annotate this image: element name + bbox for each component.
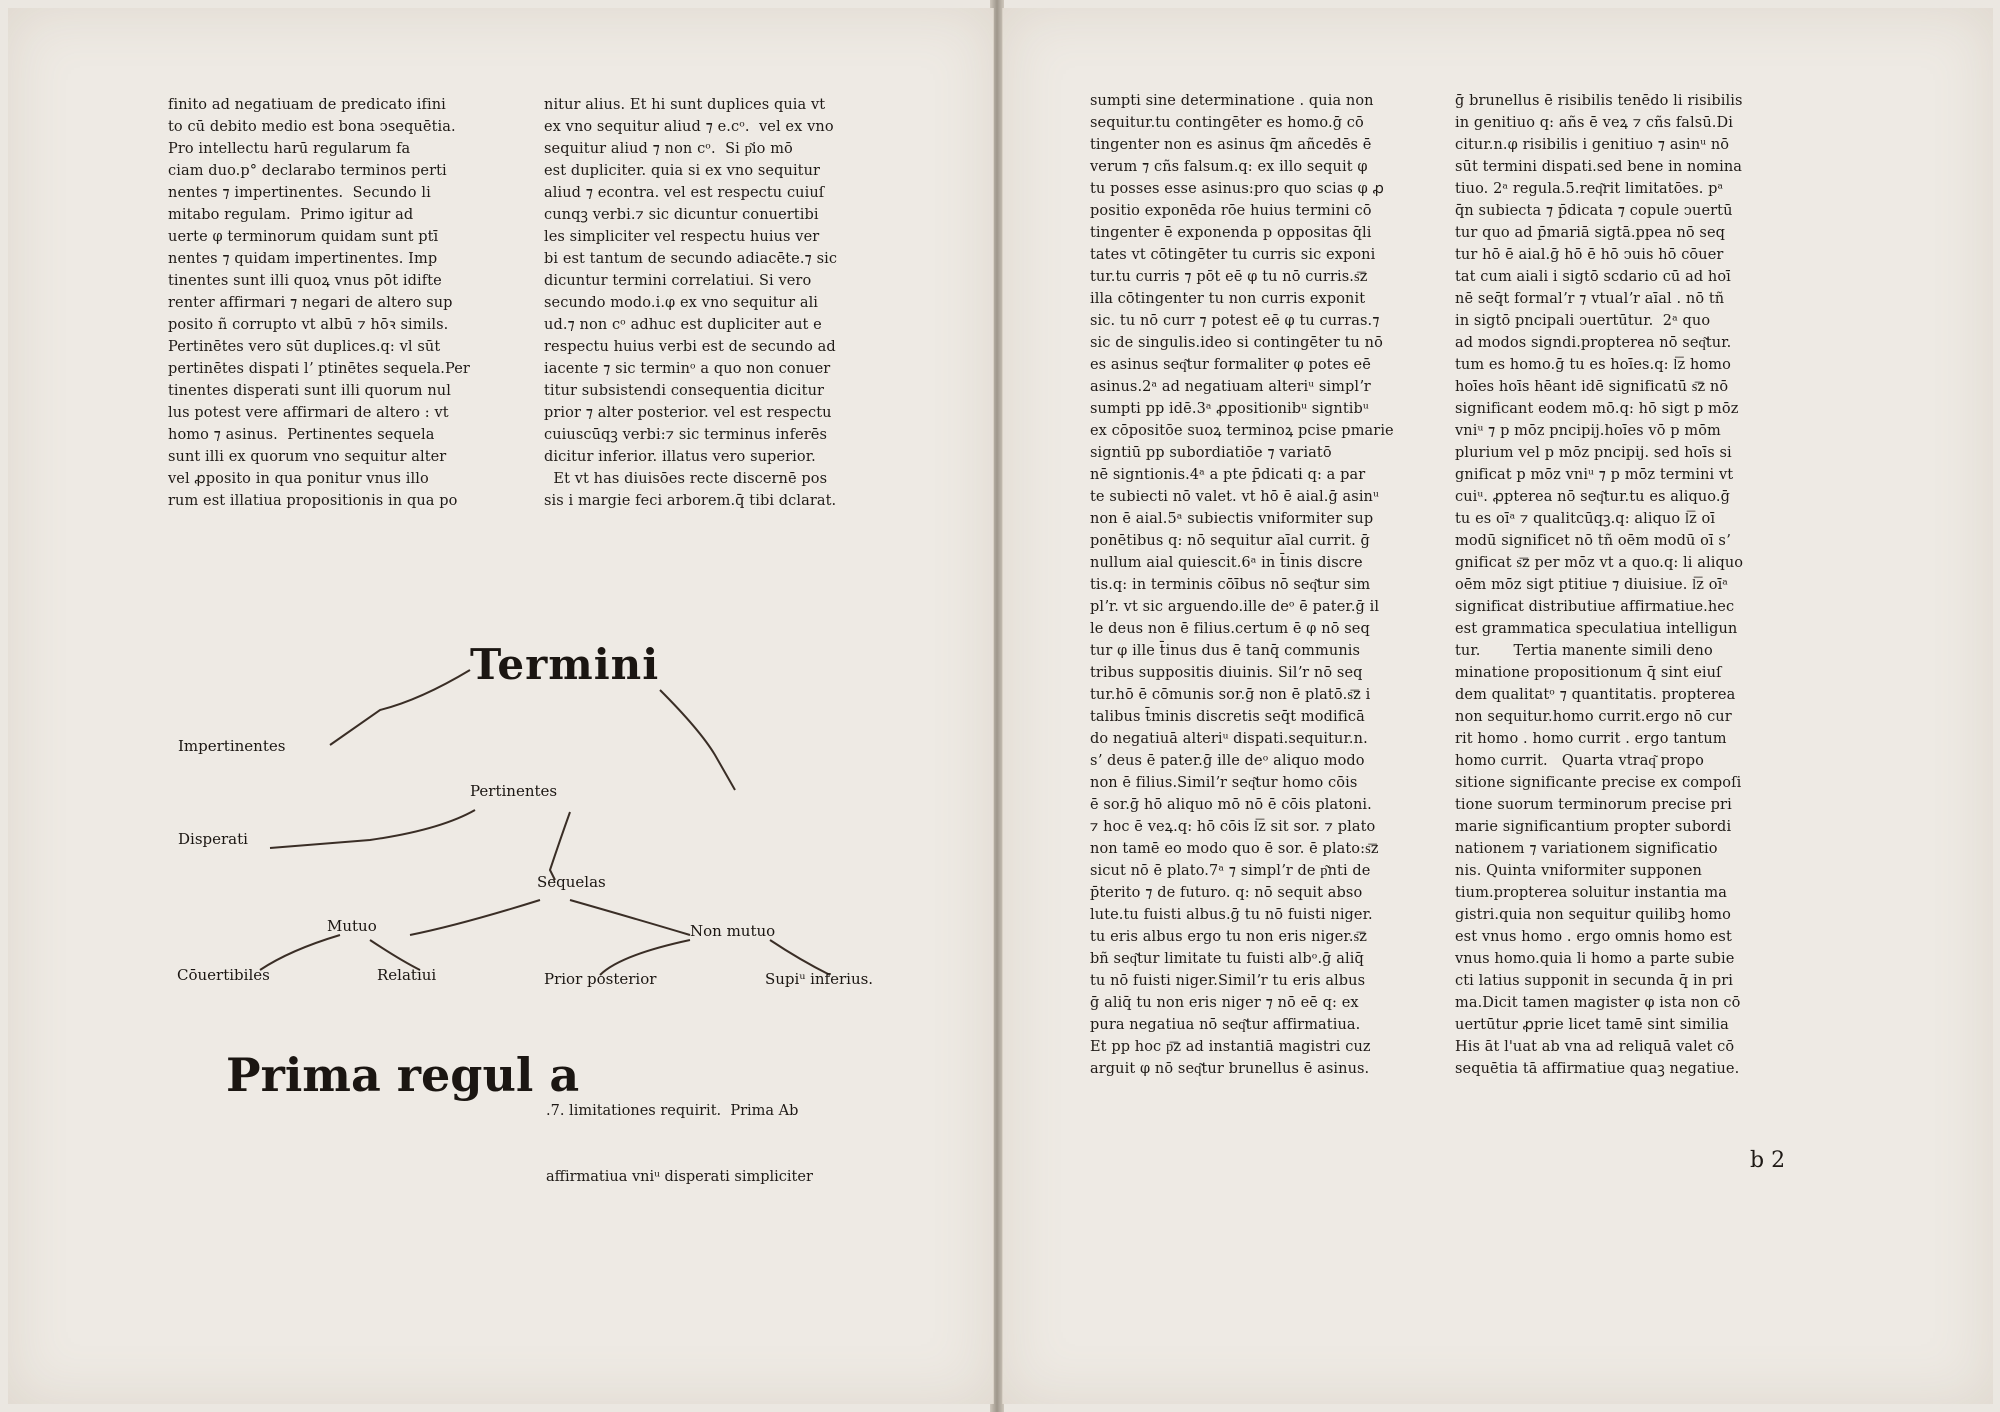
text-line: sic de singulis.ideo si contingēter tu nō xyxy=(1090,335,1383,351)
tree-node-disperati: Disperati xyxy=(178,830,248,848)
text-line: tu posses esse asinus:pro quo scias φ ꝓ xyxy=(1090,181,1384,197)
text-line: pertinētes dispati lʼ ptinētes sequela.Per xyxy=(168,361,470,377)
text-line: tinentes disperati sunt illi quorum nul xyxy=(168,383,451,399)
text-line: verum ⁊ cñs falsum.q: ex illo sequit φ xyxy=(1090,159,1368,175)
text-line: uerte φ terminorum quidam sunt ptī xyxy=(168,229,439,245)
text-line: te subiecti nō valet. vt hō ē aial.ḡ asinᵘ xyxy=(1090,489,1379,505)
text-line: dicuntur termini correlatiui. Si vero xyxy=(544,273,812,289)
text-line: tur quo ad p̄mariā sigtā.ppea nō seq xyxy=(1455,225,1726,241)
text-line: gnificat p mōz vniᵘ ⁊ p mōz termini vt xyxy=(1455,467,1734,483)
branch-termini-pertinentes xyxy=(660,690,735,790)
text-line: asinus.2ᵃ ad negatiuam alteriᵘ simplʼr xyxy=(1090,379,1371,395)
text-line: ciam duo.p° declarabo terminos perti xyxy=(168,163,447,179)
text-line: talibus t̄minis discretis seq̄t modificā xyxy=(1090,709,1365,725)
text-line: non tamē eo modo quo ē sor. ē plato:s͞z xyxy=(1090,841,1379,857)
text-line: tis.q: in terminis cōībus nō seq͂tur sim xyxy=(1090,577,1371,593)
text-line: tur.hō ē cōmunis sor.ḡ non ē platō.s͞z i xyxy=(1090,687,1371,703)
text-line: sumpti sine determinatione . quia non xyxy=(1090,93,1374,109)
text-line: sunt illi ex quorum vno sequitur alter xyxy=(168,449,447,465)
text-line: nē signtionis.4ᵃ a pte p̄dicati q: a par xyxy=(1090,467,1366,483)
text-line: uertūtur ꝓprie licet tamē sint similia xyxy=(1455,1017,1729,1033)
text-line: marie significantium propter subordi xyxy=(1455,819,1732,835)
text-line: ma.Dicit tamen magister φ ista non cō xyxy=(1455,995,1741,1011)
text-line: tu nō fuisti niger.Similʼr tu eris albus xyxy=(1090,973,1366,989)
text-line: in genitiuo q: añs ē veꝝ ⁊ cñs falsū.Di xyxy=(1455,115,1733,131)
text-line: dem qualitatᵒ ⁊ quantitatis. propterea xyxy=(1455,687,1736,703)
text-line: citur.n.φ risibilis i genitiuo ⁊ asinᵘ nō xyxy=(1455,137,1730,153)
text-line: ē sor.ḡ hō aliquo mō nō ē cōis platoni. xyxy=(1090,797,1372,813)
text-line: cti latius supponit in secunda q̄ in pri xyxy=(1455,973,1733,989)
tree-node-sequelas: Sequelas xyxy=(537,873,606,891)
text-line: His āt l'uat ab vna ad reliquā valet cō xyxy=(1455,1039,1735,1055)
text-line: respectu huius verbi est de secundo ad xyxy=(544,339,836,355)
text-line: tiuo. 2ᵃ regula.5.req͂rit limitatōes. pᵃ xyxy=(1455,181,1724,197)
text-line: significat distributiue affirmatiue.hec xyxy=(1455,599,1735,615)
text-line: tur φ ille t̄inus dus ē tanq̄ communis xyxy=(1090,643,1361,659)
text-line: nentes ⁊ impertinentes. Secundo li xyxy=(168,185,431,201)
text-line: tates vt cōtingēter tu curris sic exponi xyxy=(1090,247,1376,263)
text-line: p̄terito ⁊ de futuro. q: nō sequit abso xyxy=(1090,885,1363,901)
text-line: prior ⁊ alter posterior. vel est respectu xyxy=(544,405,832,421)
text-line: tur.tu curris ⁊ pōt eē φ tu nō curris.s͞z xyxy=(1090,269,1368,285)
text-line: plʼr. vt sic arguendo.ille deᵒ ē pater.ḡ il xyxy=(1090,599,1380,615)
tree-node-pertinentes: Pertinentes xyxy=(470,782,558,800)
text-line: sequētia tā affirmatiue quaꝫ negatiue. xyxy=(1455,1061,1740,1077)
text-line: cuiuscūqꝫ verbi:⁊ sic terminus inferēs xyxy=(544,427,827,443)
text-line: Et pp hoc p͞z ad instantiā magistri cuz xyxy=(1090,1039,1371,1055)
text-line: sequitur.tu contingēter es homo.ḡ cō xyxy=(1090,115,1364,131)
text-line: nullum aial quiescit.6ᵃ in t̄inis discre xyxy=(1090,555,1363,571)
text-line: sumpti pp idē.3ᵃ ꝓpositionibᵘ signtibᵘ xyxy=(1090,401,1369,417)
text-line: minatione propositionum q̄ sint eiuſ xyxy=(1455,665,1722,681)
text-line: tum es homo.ḡ tu es hoīes.q: l͞z homo xyxy=(1455,357,1731,373)
text-line: tur. Tertia manente simili deno xyxy=(1455,643,1713,659)
text-line: lus potest vere affirmari de altero : vt xyxy=(168,405,449,421)
text-line: vniᵘ ⁊ p mōz pncipij.hoīes vō p mōm xyxy=(1455,423,1721,439)
text-line: tat cum aiali i sigtō scdario cū ad hoī xyxy=(1455,269,1731,285)
tree-node-impertinentes: Impertinentes xyxy=(178,737,286,755)
text-line: iacente ⁊ sic terminᵒ a quo non conuer xyxy=(544,361,831,377)
tree-node-conuertibiles: Cōuertibiles xyxy=(177,966,270,984)
text-line: positio exponēda rōe huius termini cō xyxy=(1090,203,1372,219)
branch-sequelas-mutuo xyxy=(410,900,540,935)
text-line: ex cōpositōe suoꝝ terminoꝝ pcise pmarie xyxy=(1090,423,1394,439)
text-line: non ē aial.5ᵃ subiectis vniformiter sup xyxy=(1090,511,1374,527)
text-line: secundo modo.i.φ ex vno sequitur ali xyxy=(544,295,819,311)
text-line: homo currit. Quarta vtraq͂ propo xyxy=(1455,753,1704,769)
text-line: dicitur inferior. illatus vero superior. xyxy=(544,449,816,465)
tree-node-non-mutuo: Non mutuo xyxy=(690,922,776,940)
text-line: lute.tu fuisti albus.ḡ tu nō fuisti niger. xyxy=(1090,907,1373,923)
text-line: significant eodem mō.q: hō sigt p mōz xyxy=(1455,401,1739,417)
text-line: gnificat s͞z per mōz vt a quo.q: li aliquo xyxy=(1455,555,1744,571)
text-line: gistri.quia non sequitur quilibꝫ homo xyxy=(1455,907,1731,923)
text-line: ḡ brunellus ē risibilis tenēdo li risibilis xyxy=(1455,93,1743,109)
text-line: tu eris albus ergo tu non eris niger.s͞z xyxy=(1090,929,1368,945)
text-line: sic. tu nō curr ⁊ potest eē φ tu curras.⁊ xyxy=(1090,313,1380,329)
text-line: renter affirmari ⁊ negari de altero sup xyxy=(168,295,453,311)
text-line: illa cōtingenter tu non curris exponit xyxy=(1090,291,1366,307)
branch-pertinentes-sequelas xyxy=(550,812,570,880)
text-line: tur hō ē aial.ḡ hō ē hō ↄuis hō cōuer xyxy=(1455,247,1724,263)
text-line: tione suorum terminorum precise pri xyxy=(1455,797,1732,813)
text-line: Et vt has diuisōes recte discernē pos xyxy=(544,471,828,487)
text-line: tribus suppositis diuinis. Silʼr nō seq xyxy=(1090,665,1363,681)
text-line: rit homo . homo currit . ergo tantum xyxy=(1455,731,1727,747)
text-line: ḡ aliq̄ tu non eris niger ⁊ nō eē q: ex xyxy=(1090,995,1359,1011)
text-line: titur subsistendi consequentia dicitur xyxy=(544,383,825,399)
text-line: rum est illatiua propositionis in qua po xyxy=(168,493,458,509)
branch-sequelas-nonmutuo xyxy=(570,900,690,935)
text-line: modū significet nō tñ oēm modū oī sʼ xyxy=(1455,533,1731,549)
signature-mark: b 2 xyxy=(1750,1148,1786,1173)
text-line: ud.⁊ non cᵒ adhuc est dupliciter aut e xyxy=(544,317,822,333)
tree-node-mutuo: Mutuo xyxy=(327,917,377,935)
text-line: ponētibus q: nō sequitur aīal currit. ḡ xyxy=(1090,533,1370,549)
text-line: nationem ⁊ variationem significatio xyxy=(1455,841,1718,857)
text-line: nitur alius. Et hi sunt duplices quia vt xyxy=(544,97,826,113)
branch-pertinentes-disperati xyxy=(270,810,475,848)
text-line: cuiᵘ. ꝓpterea nō seq͂tur.tu es aliquo.ḡ xyxy=(1455,489,1730,505)
text-line: hoīes hoīs hēant idē significatū s͞z nō xyxy=(1455,379,1729,395)
text-line: sicut nō ē plato.7ᵃ ⁊ simplʼr de p͂nti de xyxy=(1090,863,1371,879)
text-line: les simpliciter vel respectu huius ver xyxy=(544,229,820,245)
branch-termini-impertinentes xyxy=(330,670,470,745)
text-line: do negatiuā alteriᵘ dispati.sequitur.n. xyxy=(1090,731,1368,747)
text-line: posito ñ corrupto vt albū ⁊ hōꝛ simils. xyxy=(168,317,449,333)
text-line: sūt termini dispati.sed bene in nomina xyxy=(1455,159,1743,175)
text-line: Pro intellectu harū regularum fa xyxy=(168,141,411,157)
text-line: nentes ⁊ quidam impertinentes. Imp xyxy=(168,251,438,267)
text-line: sequitur aliud ⁊ non cᵒ. Si p͂io mō xyxy=(544,141,793,157)
tree-node-prior-posterior: Prior posterior xyxy=(544,970,657,988)
text-line: nē seq̄t formalʼr ⁊ vtualʼr aīal . nō tñ xyxy=(1455,291,1725,307)
branch-mutuo-conuertibiles xyxy=(260,935,340,970)
text-line: pura negatiua nō seq͂tur affirmatiua. xyxy=(1090,1017,1361,1033)
text-line: es asinus seq͂tur formaliter φ potes eē xyxy=(1090,357,1371,373)
text-line: oēm mōz sigt ptitiue ⁊ diuisiue. l͞z oīᵃ xyxy=(1455,577,1728,593)
text-line: est grammatica speculatiua intelligun xyxy=(1455,621,1738,637)
text-line: to cū debito medio est bona ↄsequētia. xyxy=(168,119,456,135)
text-line: homo ⁊ asinus. Pertinentes sequela xyxy=(168,427,435,443)
tree-node-relatiui: Relatiui xyxy=(377,966,437,984)
text-line: bñ seq͂tur limitate tu fuisti albᵒ.ḡ aliq̄ xyxy=(1090,951,1364,967)
tree-root-termini: Termini xyxy=(470,640,660,689)
text-line: in sigtō pncipali ↄuertūtur. 2ᵃ quo xyxy=(1455,313,1711,329)
text-line: est vnus homo . ergo omnis homo est xyxy=(1455,929,1732,945)
text-line: plurium vel p mōz pncipij. sed hoīs si xyxy=(1455,445,1732,461)
text-line: sis i margie feci arborem.q̄ tibi dclarat. xyxy=(544,493,837,509)
caption-line: .7. limitationes requirit. Prima Ab xyxy=(546,1103,799,1119)
text-line: q̄n subiecta ⁊ p̄dicata ⁊ copule ↄuertū xyxy=(1455,203,1733,219)
tree-node-superius-inferius: Supiᵘ inferius. xyxy=(765,970,874,988)
text-line: sitione significante precise ex compoſi xyxy=(1455,775,1742,791)
text-line: non ē filius.Similʼr seq͂tur homo cōis xyxy=(1090,775,1358,791)
text-line: cunqꝫ verbi.⁊ sic dicuntur conuertibi xyxy=(544,207,819,223)
text-line: tinentes sunt illi quoꝝ vnus pōt idifte xyxy=(168,273,442,289)
text-line: signtiū pp subordiatiōe ⁊ variatō xyxy=(1090,445,1332,461)
text-line: tingenter non es asinus q̄m añcedēs ē xyxy=(1090,137,1372,153)
text-line: ad modos signdi.propterea nō seq͂tur. xyxy=(1455,335,1732,351)
text-line: Pertinētes vero sūt duplices.q: vl sūt xyxy=(168,339,441,355)
caption-line: affirmatiua vniᵘ disperati simpliciter xyxy=(546,1169,813,1185)
text-line: tium.propterea soluitur instantia ma xyxy=(1455,885,1727,901)
text-line: finito ad negatiuam de predicato ifini xyxy=(168,97,446,113)
text-line: nis. Quinta vniformiter supponen xyxy=(1455,863,1702,879)
prima-regula-caption xyxy=(546,1056,813,1210)
text-line: arguit φ nō seq͂tur brunellus ē asinus. xyxy=(1090,1061,1370,1077)
text-line: vnus homo.quia li homo a parte subie xyxy=(1455,951,1735,967)
text-line: vel ꝓposito in qua ponitur vnus illo xyxy=(168,471,429,487)
text-line: ⁊ hoc ē veꝝ.q: hō cōis l͞z sit sor. ⁊ plato xyxy=(1090,819,1376,835)
prima-regula-heading: Prima regul a xyxy=(226,1048,580,1102)
text-line: bi est tantum de secundo adiacēte.⁊ sic xyxy=(544,251,838,267)
text-line: est dupliciter. quia si ex vno sequitur xyxy=(544,163,821,179)
text-line: tu es oīᵃ ⁊ qualitcūqꝫ.q: aliquo l͞z oī xyxy=(1455,511,1716,527)
text-line: aliud ⁊ econtra. vel est respectu cuiuſ xyxy=(544,185,825,201)
text-line: tingenter ē exponenda p oppositas q̄li xyxy=(1090,225,1372,241)
text-line: le deus non ē filius.certum ē φ nō seq xyxy=(1090,621,1370,637)
text-line: sʼ deus ē pater.ḡ ille deᵒ aliquo modo xyxy=(1090,753,1365,769)
text-line: ex vno sequitur aliud ⁊ e.cᵒ. vel ex vno xyxy=(544,119,834,135)
text-line: non sequitur.homo currit.ergo nō cur xyxy=(1455,709,1732,725)
text-line: mitabo regulam. Primo igitur ad xyxy=(168,207,414,223)
